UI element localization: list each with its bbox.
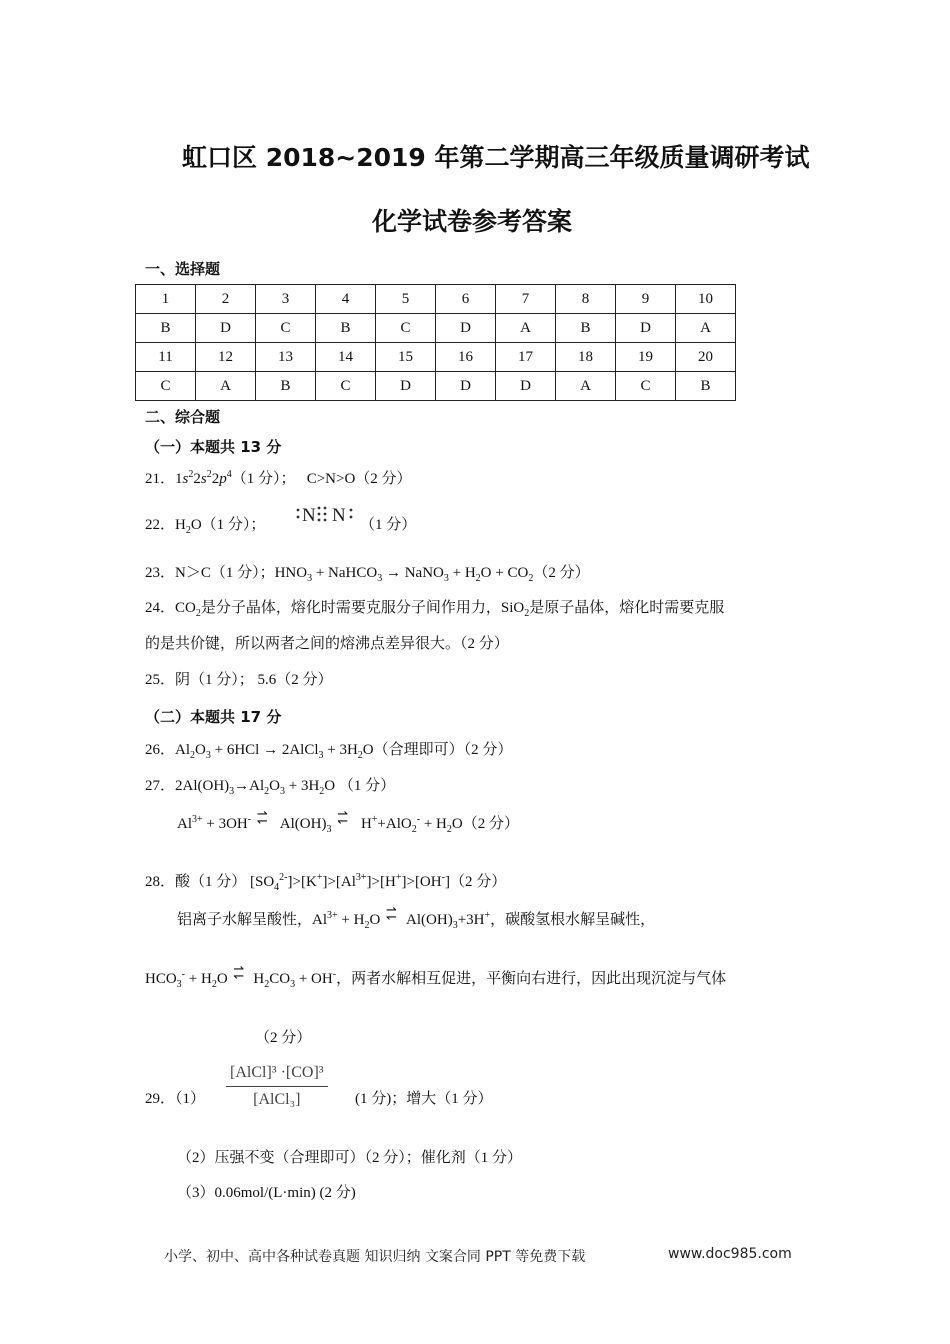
- text: Al: [177, 816, 192, 832]
- table-cell: D: [376, 372, 436, 401]
- text: H: [253, 971, 265, 987]
- text: 是分子晶体，熔化时需要克服分子间作用力，SiO: [200, 600, 525, 616]
- svg-text:N: N: [302, 505, 316, 526]
- text: 铝离子水解呈酸性，Al: [177, 912, 328, 928]
- sup: 2: [206, 469, 212, 480]
- table-cell: 6: [436, 285, 496, 314]
- sub: 2: [264, 979, 270, 990]
- n2-lewis-icon: [294, 500, 356, 528]
- sub: 2: [528, 573, 534, 584]
- table-cell: 9: [616, 285, 676, 314]
- table-cell: A: [676, 314, 736, 343]
- table-cell: A: [496, 314, 556, 343]
- text: 27．2Al(OH): [145, 778, 230, 794]
- sub: 2: [185, 525, 191, 536]
- footer-link[interactable]: www.doc985.com: [668, 1246, 792, 1262]
- answer-29-part2: （2）压强不变（合理即可）（2 分）；催化剂（1 分）: [177, 1150, 523, 1166]
- table-row: [136, 314, 736, 343]
- sup: -: [416, 814, 421, 825]
- text: O: [269, 778, 280, 794]
- text: ]>[Al: [322, 874, 356, 890]
- text: + 3OH: [202, 816, 248, 832]
- sup: +: [395, 872, 402, 883]
- answer-28-line3: [145, 969, 726, 989]
- table-row: [136, 372, 736, 401]
- sub: 2: [475, 573, 481, 584]
- sub: 2: [364, 920, 370, 931]
- text: 是原子晶体，熔化时需要克服: [529, 600, 725, 616]
- table-cell: C: [136, 372, 196, 401]
- answer-24-line2: 的是共价键，所以两者之间的熔沸点差异很大。（2 分）: [145, 636, 509, 652]
- text: → NaNO: [382, 565, 444, 581]
- text: O + CO: [480, 565, 529, 581]
- text: + H: [337, 912, 365, 928]
- text: 22．H: [145, 517, 186, 533]
- sup: -: [181, 969, 186, 980]
- section2-heading: 二、综合题: [145, 408, 221, 426]
- table-cell: D: [196, 314, 256, 343]
- sub: 2: [411, 824, 417, 835]
- q-num: 21．: [145, 471, 176, 487]
- text: s: [200, 471, 207, 487]
- sub: 3: [377, 573, 383, 584]
- sub: 2: [446, 824, 452, 835]
- section1-heading: 一、选择题: [145, 260, 221, 278]
- table-cell: 12: [196, 343, 256, 372]
- sub: 2: [190, 750, 196, 761]
- table-row: [136, 343, 736, 372]
- text: O（1 分）；: [190, 517, 266, 533]
- text: O（2 分）: [451, 816, 519, 832]
- answer-28-line2: [177, 910, 655, 930]
- n2-lewis-structure: [294, 500, 356, 528]
- table-cell: 18: [556, 343, 616, 372]
- text: 2: [211, 471, 220, 487]
- table-cell: D: [436, 372, 496, 401]
- answer-24-line1: [145, 598, 724, 618]
- text: ，碳酸氢根水解呈碱性，: [490, 912, 656, 928]
- answer-29-tail: (1 分)；增大（1 分）: [355, 1091, 493, 1107]
- sup: +: [484, 910, 491, 921]
- table-cell: C: [256, 314, 316, 343]
- table-cell: 10: [676, 285, 736, 314]
- text: + H: [185, 971, 212, 987]
- equilibrium-constant-fraction: [226, 1064, 328, 1109]
- table-cell: 7: [496, 285, 556, 314]
- fraction-denominator: [AlCl₃]: [253, 1091, 301, 1108]
- sup: 2-: [279, 872, 288, 883]
- table-cell: B: [676, 372, 736, 401]
- text: ]>[OH: [401, 874, 442, 890]
- answer-22-score: （1 分）: [360, 517, 417, 533]
- answer-21: [145, 469, 412, 489]
- text: Al(OH): [406, 912, 453, 928]
- sup: 3+: [327, 910, 338, 921]
- part1-heading: （一）本题共 13 分: [145, 438, 282, 456]
- text: （2 分）: [533, 565, 590, 581]
- table-cell: 1: [136, 285, 196, 314]
- table-cell: 20: [676, 343, 736, 372]
- text: O: [216, 971, 232, 987]
- table-row: [136, 285, 736, 314]
- sup: -: [247, 814, 252, 825]
- table-cell: 4: [316, 285, 376, 314]
- table-cell: 5: [376, 285, 436, 314]
- text: +3H: [457, 912, 485, 928]
- table-cell: 11: [136, 343, 196, 372]
- sub: 4: [274, 882, 280, 893]
- text: Al(OH): [276, 816, 327, 832]
- text: p: [219, 471, 227, 487]
- text: O: [369, 912, 385, 928]
- answer-23: [145, 563, 590, 583]
- answer-29-num: 29．（1）: [145, 1091, 206, 1107]
- sup: 3+: [355, 872, 367, 883]
- text: 1: [175, 471, 183, 487]
- fraction-numerator: [AlCl]³ ·[CO]³: [226, 1064, 328, 1087]
- table-cell: A: [556, 372, 616, 401]
- text: +AlO: [377, 816, 412, 832]
- text: ]>[K: [287, 874, 317, 890]
- sup: 4: [226, 469, 232, 480]
- answer-25: 25．阴（1 分）； 5.6（2 分）: [145, 672, 333, 688]
- sub: 3: [318, 750, 324, 761]
- table-cell: 14: [316, 343, 376, 372]
- sub: 2: [319, 786, 325, 797]
- table-cell: 3: [256, 285, 316, 314]
- equilibrium-arrow-icon: [384, 910, 406, 924]
- title-line2: 化学试卷参考答案: [372, 207, 573, 236]
- text: （1 分）；: [231, 471, 296, 487]
- equilibrium-arrow-icon: [255, 814, 277, 828]
- text: 23．N＞C（1 分）；HNO: [145, 565, 308, 581]
- text: s: [182, 471, 189, 487]
- sup: +: [316, 872, 323, 883]
- table-cell: B: [316, 314, 376, 343]
- part2-heading: （二）本题共 17 分: [145, 708, 282, 726]
- text: ，两者水解相互促进，平衡向右进行，因此出现沉淀与气体: [336, 971, 727, 987]
- sub: 2: [264, 786, 270, 797]
- table-cell: 19: [616, 343, 676, 372]
- sub: 3: [229, 786, 235, 797]
- text: CO: [269, 971, 291, 987]
- text: HCO: [145, 971, 177, 987]
- text: H: [357, 816, 372, 832]
- table-cell: 15: [376, 343, 436, 372]
- sub: 3: [176, 979, 182, 990]
- text: 28．酸（1 分） [SO: [145, 874, 275, 890]
- text: ]（2 分）: [444, 874, 507, 890]
- text: →Al: [234, 778, 265, 794]
- table-cell: C: [376, 314, 436, 343]
- table-cell: 2: [196, 285, 256, 314]
- sub: 3: [326, 824, 332, 835]
- footer-text: 小学、初中、高中各种试卷真题 知识归纳 文案合同 PPT 等免费下载: [164, 1249, 586, 1265]
- sub: 2: [357, 750, 363, 761]
- svg-text:N: N: [332, 505, 346, 526]
- answer-26: [145, 740, 512, 760]
- text: + H: [448, 565, 476, 581]
- text: + H: [420, 816, 447, 832]
- answer-28-line1: [145, 872, 506, 892]
- table-cell: 8: [556, 285, 616, 314]
- sup: -: [332, 969, 337, 980]
- text: 2: [193, 471, 201, 487]
- table-cell: B: [256, 372, 316, 401]
- table-cell: D: [616, 314, 676, 343]
- text: ]>[H: [366, 874, 396, 890]
- text: C>N>O（2 分）: [306, 471, 412, 487]
- text: O: [195, 742, 206, 758]
- sub: 3: [205, 750, 211, 761]
- table-cell: B: [136, 314, 196, 343]
- table-cell: A: [196, 372, 256, 401]
- answer-27-line2: [177, 814, 519, 834]
- answer-29-part3: （3）0.06mol/(L·min) (2 分): [177, 1185, 356, 1201]
- text: + 6HCl → 2AlCl: [210, 742, 319, 758]
- table-cell: C: [316, 372, 376, 401]
- table-cell: B: [556, 314, 616, 343]
- answer-27-line1: [145, 776, 395, 796]
- sub: 3: [452, 920, 458, 931]
- sup: -: [441, 872, 445, 883]
- table-cell: D: [496, 372, 556, 401]
- text: + 3H: [285, 778, 320, 794]
- sub: 2: [195, 608, 201, 619]
- sup: 3+: [192, 814, 203, 825]
- title-line1: 虹口区 2018~2019 年第二学期高三年级质量调研考试: [182, 143, 810, 172]
- text: 24．CO: [145, 600, 196, 616]
- text: O（合理即可）（2 分）: [362, 742, 513, 758]
- text: + 3H: [323, 742, 358, 758]
- sub: 3: [443, 573, 449, 584]
- sub: 2: [211, 979, 217, 990]
- equilibrium-arrow-icon: [335, 814, 357, 828]
- text: 26．Al: [145, 742, 191, 758]
- text: + OH: [295, 971, 333, 987]
- text: + NaHCO: [312, 565, 378, 581]
- answer-22: [145, 515, 265, 535]
- answer-table: [135, 284, 736, 401]
- sub: 2: [524, 608, 530, 619]
- equilibrium-arrow-icon: [231, 969, 253, 983]
- sub: 3: [290, 979, 296, 990]
- table-cell: C: [616, 372, 676, 401]
- sub: 3: [280, 786, 285, 797]
- table-cell: 17: [496, 343, 556, 372]
- sup: +: [371, 814, 378, 825]
- sub: 3: [307, 573, 313, 584]
- table-cell: 16: [436, 343, 496, 372]
- table-cell: 13: [256, 343, 316, 372]
- table-cell: D: [436, 314, 496, 343]
- answer-28-score: （2 分）: [255, 1030, 312, 1046]
- sup: 2: [188, 469, 194, 480]
- text: O （1 分）: [324, 778, 396, 794]
